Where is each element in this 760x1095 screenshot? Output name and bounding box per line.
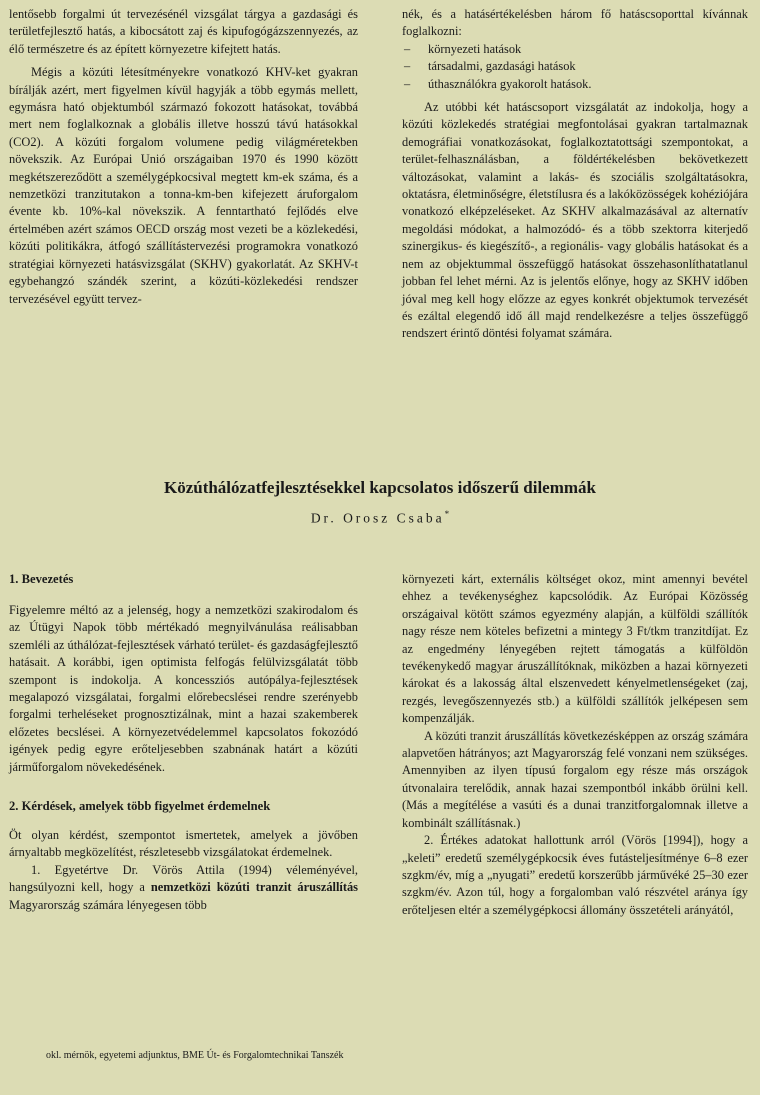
- footnote: okl. mérnök, egyetemi adjunktus, BME Út- és Forgalomtechnikai Tanszék: [46, 1050, 344, 1061]
- paragraph: nék, és a hatásértékelésben három fő hatáscsoporttal kívánnak foglalkozni:: [402, 7, 748, 39]
- paragraph: A közúti tranzit áruszállítás következésképpen az ország számára alapvetően hátrányos; azt Magyarország felé vonzani nem szükséges. Amennyiben az ilyen típusú forgalom egy része más országok útvonalaira terelődik, annak hazai szempontból inkább örülni kell. (Más a megítélése a vasúti és a dunai tranzitforgalomnak illetve a kombinált szállításnak.): [402, 728, 748, 830]
- paragraph: 1. Egyetértve Dr. Vörös Attila (1994) véleményével, hangsúlyozni kell, hogy a nemzetközi közúti tranzit áruszállítás Magyarország számára lényegesen több: [9, 862, 359, 912]
- paragraph: Mégis a közúti létesítményekre vonatkozó KHV-ket gyakran bírálják azért, mert figyelmen kívül hagyják a több egymás mellett, egymásra ható objektumból származó fokozott hatásokat, továbbá mert nem foglalkoznak a globális illetve hosszú távú hatásokkal (CO2). A közúti forgalom volumene pedig világméretekben növekszik. Az Európai Unió országaiban 1970 és 1990 között megkétszereződött a személygépkocsival megtett km-ek száma, és a nemzetközi tranzitutakon a tonna-km-ben kifejezett áruforgalom évente kb. 10%-kal növekszik. A fenntartható fejlődés elve értelmében azért számos OECD ország most vezeti be a közlekedési, közúti politikákra, átfogó szállítástervezési programokra vonatkozó stratégiai környezeti hatásvizsgálat (SKHV) gyakorlatát. Az SKHV-t egybehangzó szándék szerint, a közúti-közlekedési rendszer tervezésével együtt tervez-: [9, 65, 358, 306]
- paragraph: 2. Értékes adatokat hallottunk arról (Vörös [1994]), hogy a „keleti” eredetű személygépkocsik éves futásteljesítménye 6–8 ezer szgkm/év, míg a „nyugati” eredetű korszerűbb járművéké 25–30 ezer szgkm/év. Azon túl, hogy a forgalomban való részvétel aránya így erőteljesen eltér a személygépkocsi állomány összetételi arányától,: [402, 833, 748, 917]
- paragraph: Figyelemre méltó az a jelenség, hogy a nemzetközi szakirodalom és az Útügyi Napok több mértékadó megnyilvánulása reálisabban szemléli az úthálózat-fejlesztések várható terület- és gazdaságfejlesztő hatásait. A korábbi, igen optimista felfogás felülvizsgálatát több szempont is indokolja. A koncessziós autópálya-fejlesztések megalapozó vizsgálatai, forgalmi előrebecslései rendre szerényebb forgalmi terheléseket prognosztizálnak, mint a hazai szakemberek előzetes becslései. A környezetvédelemmel kapcsolatos fokozódó igények pedig egyre erőteljesebben szabnának határt a közúti járműforgalom növekedésének.: [9, 603, 358, 774]
- author-name: Dr. Orosz Csaba: [310, 510, 445, 526]
- dash-mark: –: [404, 76, 411, 91]
- paragraph: környezeti kárt, externális költséget okoz, mint amennyi bevétel ehhez a tevékenységhez kapcsolódik. Az Európai Közösség országaival kötött számos egyezmény alapján, a külföldi szállítók nagy része nem köteles befizetni a mintegy 3 Ft/tkm tranzitdíjat. Ez az engedmény lényegében rejtett támogatás a külföldön tevékenykedő magyar áruszállítóknak, miközben a hazai környezeti károkat és a lakosság által elszenvedett kényelmetlenségeket (zaj, rezgés, levegőszennyezés stb.) a külföldi szállítók jelképesen sem kompenzálják.: [402, 572, 748, 726]
- list-item: – társadalmi, gazdasági hatások: [402, 58, 748, 75]
- bold-term: nemzetközi közúti tranzit áruszállítás: [150, 880, 359, 895]
- list-item: – úthasználókra gyakorolt hatások.: [402, 76, 748, 93]
- top-left-column: [9, 6, 358, 308]
- impact-list: [402, 41, 748, 93]
- dash-mark: –: [404, 59, 411, 74]
- article-title: Közúthálózatfejlesztésekkel kapcsolatos időszerű dilemmák: [163, 478, 597, 497]
- paragraph: Az utóbbi két hatáscsoport vizsgálatát az indokolja, hogy a közúti közlekedés stratégiai megfontolásai gyakran tartalmaznak demográfiai vonatkozásokat, foglalkoztatottsági szempontokat, a terület-felhasználásban, a földértékelésben bekövetkezett változásokat, valamint a lakás- és szociális szolgáltatásokra, oktatásra, életminőségre, életstílusra és a lakóközösségek kohéziójára vonatkozó elképzeléseket. Az SKHV alkalmazásával az alternatív megoldási módokat, a halmozódó- és a több szektorra kiterjedő szinergikus- és kiegészítő-, a regionális- vagy globális hatásokat és a nem az objektummal összefüggő hatásokat összehasonlíthatatlanul jobban fel lehet mérni. Az is jelentős előnye, hogy az SKHV időben jóval meg kell hogy előzze az egyes konkrét objektumok tervezését és ezáltal elegendő idő áll majd rendelkezésre a teljes összefüggő rendszert érintő döntési folyamat számára.: [402, 100, 748, 341]
- paragraph: Öt olyan kérdést, szempontot ismertetek, amelyek a jövőben árnyaltabb megközelítést, részletesebb vizsgálatokat érdemelnek.: [9, 828, 358, 860]
- section-heading: 1. Bevezetés: [9, 572, 74, 586]
- dash-mark: –: [404, 41, 411, 56]
- paragraph: lentősebb forgalmi út tervezésénél vizsgálat tárgya a gazdasági és területfejlesztő hatás, a kibocsátott zaj és kipufogógázszennyezés, az élő természetre és az épített környezetre kifejtett hatás.: [9, 7, 358, 56]
- bottom-right-column: [402, 571, 748, 919]
- list-item: – környezeti hatások: [402, 41, 748, 58]
- footnote-mark: *: [444, 509, 450, 519]
- top-right-column: [402, 6, 748, 343]
- article-author: [0, 509, 760, 527]
- section-heading: 2. Kérdések, amelyek több figyelmet érdemelnek: [9, 799, 271, 814]
- bottom-left-column: [9, 571, 358, 914]
